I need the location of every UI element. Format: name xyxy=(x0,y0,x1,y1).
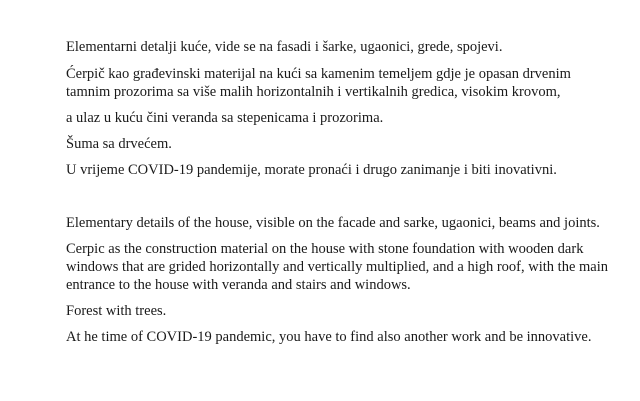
serbian-paragraph-5: U vrijeme COVID-19 pandemije, morate pronaći i drugo zanimanje i biti inovativni. xyxy=(66,162,557,178)
serbian-paragraph-2-line-2: tamnim prozorima sa više malih horizontalnih i vertikalnih gredica, visokim krovom, xyxy=(66,84,561,100)
english-paragraph-4: At he time of COVID-19 pandemic, you have to find also another work and be innovative. xyxy=(66,329,592,345)
serbian-paragraph-4: Šuma sa drvećem. xyxy=(66,136,172,152)
english-paragraph-2-line-1: Cerpic as the construction material on the house with stone foundation with wooden dark xyxy=(66,241,584,257)
english-paragraph-3: Forest with trees. xyxy=(66,303,167,319)
english-paragraph-2-line-3: entrance to the house with veranda and stairs and windows. xyxy=(66,277,411,293)
english-paragraph-1: Elementary details of the house, visible on the facade and sarke, ugaonici, beams and joints. xyxy=(66,215,600,231)
serbian-paragraph-1: Elementarni detalji kuće, vide se na fasadi i šarke, ugaonici, grede, spojevi. xyxy=(66,39,503,55)
serbian-paragraph-3: a ulaz u kuću čini veranda sa stepenicama i prozorima. xyxy=(66,110,384,126)
english-paragraph-2-line-2: windows that are grided horizontally and vertically multiplied, and a high roof, with the main xyxy=(66,259,609,275)
serbian-paragraph-2-line-1: Ćerpič kao građevinski materijal na kući sa kamenim temeljem gdje je opasan drvenim xyxy=(66,66,571,82)
